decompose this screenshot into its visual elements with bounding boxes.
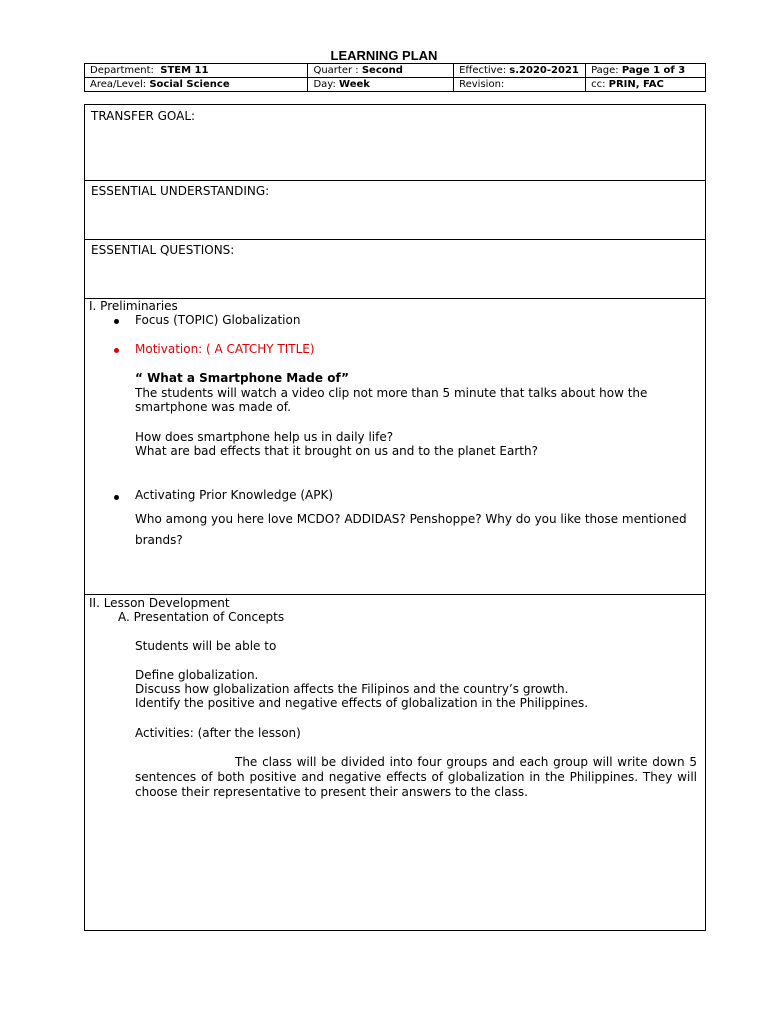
apk-title: Activating Prior Knowledge (APK): [135, 488, 334, 502]
department-label: Department:: [90, 65, 154, 76]
lesson-development-heading: II. Lesson Development: [89, 596, 230, 610]
objective-item: Discuss how globalization affects the Filipinos and the country’s growth.: [135, 682, 569, 696]
page-value: Page 1 of 3: [621, 65, 686, 76]
header-row: [85, 78, 706, 92]
quarter-value: Second: [361, 65, 403, 76]
preliminaries-heading: I. Preliminaries: [89, 299, 178, 313]
motivation-question: How does smartphone help us in daily life?: [135, 430, 394, 444]
lesson-development-section: [85, 595, 705, 930]
day-label: Day:: [313, 79, 336, 90]
essential-questions-heading: ESSENTIAL QUESTIONS:: [91, 243, 235, 257]
video-description-line: The students will watch a video clip not more than 5 minute that talks about how the: [135, 386, 648, 400]
area-value: Social Science: [149, 79, 230, 90]
effective-value: s.2020-2021: [509, 65, 579, 76]
day-value: Week: [339, 79, 370, 90]
video-title: “ What a Smartphone Made of”: [135, 371, 350, 385]
area-label: Area/Level:: [90, 79, 147, 90]
bullet-icon: [114, 495, 119, 500]
transfer-goal-heading: TRANSFER GOAL:: [91, 109, 196, 123]
activity-description: The class will be divided into four groups and each group will write down 5 sentences of both positive and negative effects of globalization in the Philippines. They will choose their representative to present their answers to the class.: [135, 755, 697, 799]
essential-questions-section: [85, 240, 705, 299]
page-title: LEARNING PLAN: [330, 48, 438, 63]
cc-value: PRIN, FAC: [608, 79, 664, 90]
page-cell: [586, 64, 706, 78]
objectives-intro: Students will be able to: [135, 639, 277, 653]
cc-label: cc:: [591, 79, 606, 90]
activities-title: Activities: (after the lesson): [135, 726, 301, 740]
cc-cell: [586, 78, 706, 92]
bullet-icon: [114, 319, 119, 324]
objective-item: Define globalization.: [135, 668, 259, 682]
bullet-icon: [114, 348, 119, 353]
department-cell: [85, 64, 308, 78]
header-table: [84, 63, 706, 92]
area-cell: [85, 78, 308, 92]
apk-question-line: brands?: [135, 533, 183, 547]
quarter-cell: [308, 64, 454, 78]
presentation-of-concepts: A. Presentation of Concepts: [118, 610, 285, 624]
revision-cell: [454, 78, 586, 92]
transfer-goal-section: [85, 105, 705, 181]
video-description-line: smartphone was made of.: [135, 400, 291, 414]
essential-understanding-heading: ESSENTIAL UNDERSTANDING:: [91, 184, 270, 198]
motivation-title: Motivation: ( A CATCHY TITLE): [135, 342, 315, 356]
department-value: STEM 11: [160, 65, 209, 76]
preliminaries-section: [85, 299, 705, 595]
effective-label: Effective:: [459, 65, 507, 76]
revision-label: Revision:: [459, 79, 505, 90]
day-cell: [308, 78, 454, 92]
learning-plan-body: [84, 104, 706, 931]
motivation-question: What are bad effects that it brought on us and to the planet Earth?: [135, 444, 538, 458]
quarter-label: Quarter :: [313, 65, 359, 76]
page-label: Page:: [591, 65, 619, 76]
objective-item: Identify the positive and negative effects of globalization in the Philippines.: [135, 696, 589, 710]
header-row: [85, 64, 706, 78]
apk-question-line: Who among you here love MCDO? ADDIDAS? Penshoppe? Why do you like those mentioned: [135, 512, 687, 526]
focus-topic: Focus (TOPIC) Globalization: [135, 313, 301, 327]
effective-cell: [454, 64, 586, 78]
essential-understanding-section: [85, 181, 705, 240]
